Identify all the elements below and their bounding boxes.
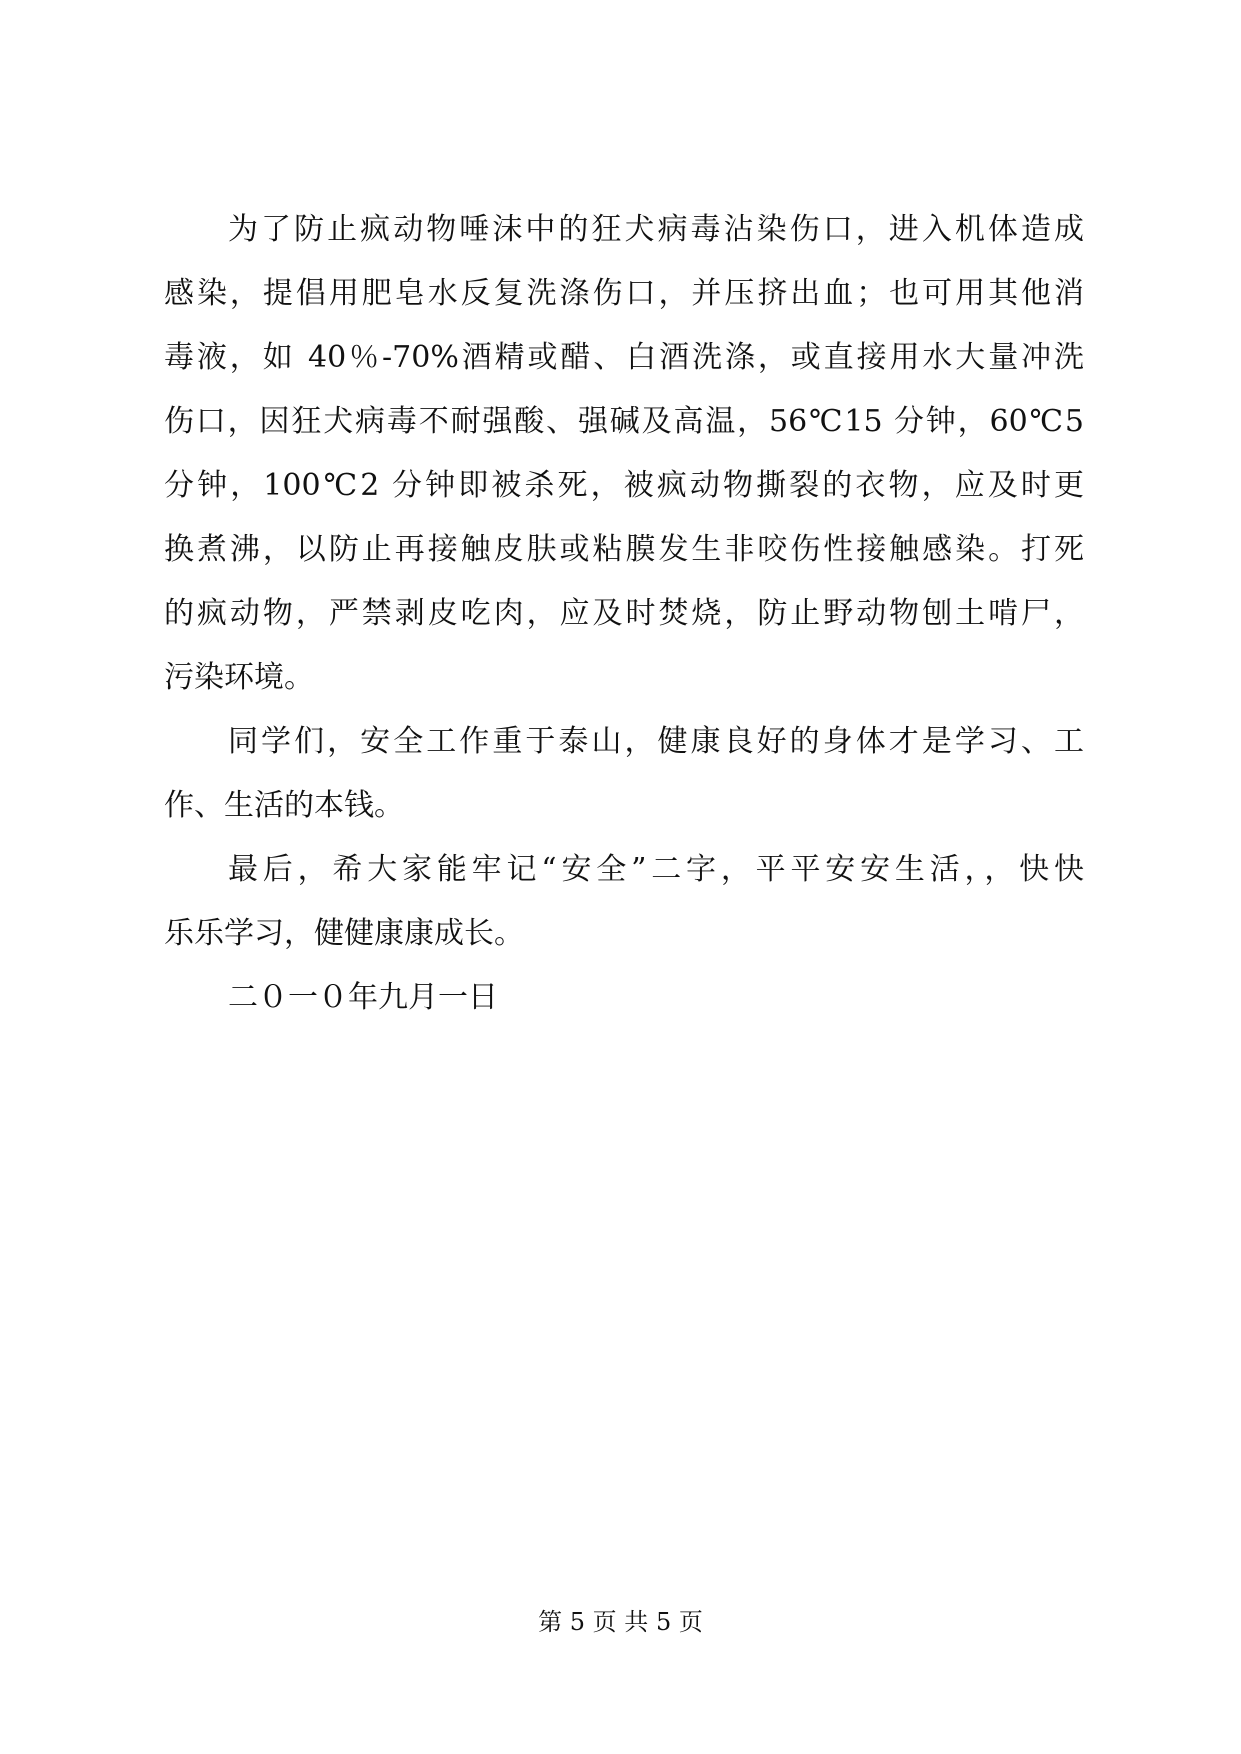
paragraph-line: 的疯动物，严禁剥皮吃肉，应及时焚烧，防止野动物刨土啃尸， [164, 596, 1084, 631]
document-body [164, 198, 1084, 1030]
paragraph-line: 换煮沸，以防止再接触皮肤或粘膜发生非咬伤性接触感染。打死 [164, 532, 1084, 567]
paragraph-line: 毒液，如 40％-70%酒精或醋、白酒洗涤，或直接用水大量冲洗 [164, 340, 1084, 375]
paragraph-line: 作、生活的本钱。 [164, 788, 404, 823]
paragraph-line: 伤口，因狂犬病毒不耐强酸、强碱及高温，56℃15 分钟，60℃5 [164, 404, 1084, 439]
paragraph-line: 同学们，安全工作重于泰山，健康良好的身体才是学习、工 [228, 724, 1084, 759]
paragraph-line: 污染环境。 [164, 660, 314, 695]
paragraph-line: 最后，希大家能牢记“安全”二字，平平安安生活，，快快 [228, 852, 1084, 887]
paragraph-line: 乐乐学习，健健康康成长。 [164, 916, 524, 951]
page-number-footer: 第 5 页 共 5 页 [538, 1608, 703, 1636]
paragraph-line: 分钟，100℃2 分钟即被杀死，被疯动物撕裂的衣物，应及时更 [164, 468, 1084, 503]
paragraph-line: 感染，提倡用肥皂水反复洗涤伤口，并压挤出血；也可用其他消 [164, 276, 1084, 311]
paragraph-line: 为了防止疯动物唾沫中的狂犬病毒沾染伤口，进入机体造成 [228, 212, 1084, 247]
date-line: 二０一０年九月一日 [228, 980, 498, 1015]
